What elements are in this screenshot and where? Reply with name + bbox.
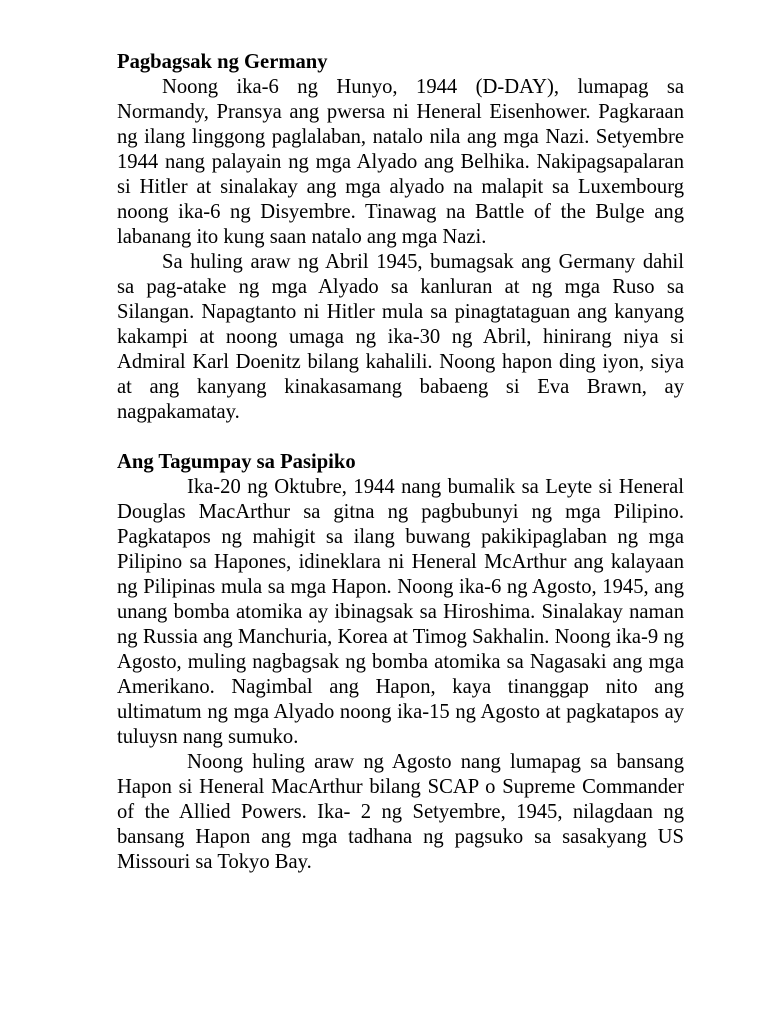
paragraph-germany-2: Sa huling araw ng Abril 1945, bumagsak ang Germany dahil sa pag-atake ng mga Alyado sa kanluran at ng mga Ruso sa Silangan. Napagtanto ni Hitler mula sa pinagtataguan ang kanyang kakampi at noong umaga ng ika-30 ng Abril, hinirang niya si Admiral Karl Doenitz bilang kahalili. Noong hapon ding iyon, siya at ang kanyang kinakasamang babaeng si Eva Brawn, ay nagpakamatay.: [117, 251, 684, 423]
paragraph-pacific-2: Noong huling araw ng Agosto nang lumapag sa bansang Hapon si Heneral MacArthur bilang SCAP o Supreme Commander of the Allied Powers. Ika- 2 ng Setyembre, 1945, nilagdaan ng bansang Hapon ang mga tadhana ng pagsuko sa sasakyang US Missouri sa Tokyo Bay.: [117, 751, 684, 873]
paragraph-pacific-1: Ika-20 ng Oktubre, 1944 nang bumalik sa Leyte si Heneral Douglas MacArthur sa gitna ng pagbubunyi ng mga Pilipino. Pagkatapos ng mahigit sa ilang buwang pakikipaglaban ng mga Pilipino sa Hapones, idineklara ni Heneral McArthur ang kalayaan ng Pilipinas mula sa mga Hapon. Noong ika-6 ng Agosto, 1945, ang unang bomba atomika ay ibinagsak sa Hiroshima. Sinalakay naman ng Russia ang Manchuria, Korea at Timog Sakhalin. Noong ika-9 ng Agosto, muling nagbagsak ng bomba atomika sa Nagasaki ang mga Amerikano. Nagimbal ang Hapon, kaya tinanggap nito ang ultimatum ng mga Alyado noong ika-15 ng Agosto at pagkatapos ay tuluysn nang sumuko.: [117, 476, 684, 748]
section-heading-germany: Pagbagsak ng Germany: [117, 51, 328, 73]
paragraph-germany-1: Noong ika-6 ng Hunyo, 1944 (D-DAY), lumapag sa Normandy, Pransya ang pwersa ni Heneral Eisenhower. Pagkaraan ng ilang linggong paglalaban, natalo nila ang mga Nazi. Setyembre 1944 nang palayain ng mga Alyado ang Belhika. Nakipagsapalaran si Hitler at sinalakay ang mga alyado na malapit sa Luxembourg noong ika-6 ng Disyembre. Tinawag na Battle of the Bulge ang labanang ito kung saan natalo ang mga Nazi.: [117, 76, 684, 248]
section-heading-pacific: Ang Tagumpay sa Pasipiko: [117, 451, 356, 473]
document-body: [117, 50, 684, 875]
section-spacer: [117, 425, 684, 450]
